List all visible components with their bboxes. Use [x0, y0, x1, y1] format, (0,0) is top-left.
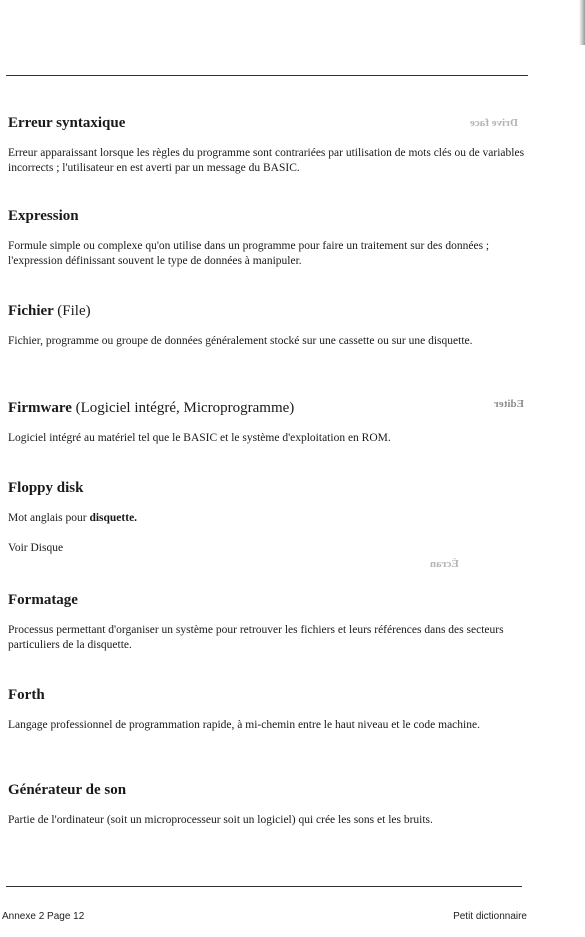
entry-definition: Langage professionnel de programmation rapide, à mi-chemin entre le haut niveau et le code machine.: [8, 719, 480, 731]
entry-translation: (Logiciel intégré, Microprogramme): [75, 400, 295, 416]
glossary-entry: [8, 303, 528, 349]
entry-translation: (File): [57, 303, 91, 319]
entry-term: Erreur syntaxique: [8, 115, 126, 131]
entry-term: Fichier (File): [8, 303, 91, 319]
page-edge-shadow: [579, 0, 585, 45]
entry-term: Floppy disk: [8, 480, 84, 496]
entry-definition: Partie de l'ordinateur (soit un microprocesseur soit un logiciel) qui crée les sons et les bruits.: [8, 814, 433, 826]
entry-definition: Logiciel intégré au matériel tel que le BASIC et le système d'exploitation en ROM.: [8, 432, 391, 444]
glossary-entry: [8, 208, 528, 269]
bottom-rule: [6, 886, 522, 887]
bleed-through-text: Editer: [494, 398, 524, 410]
entry-definition: Mot anglais pour disquette.: [8, 512, 138, 524]
entry-term: Formatage: [8, 592, 78, 608]
glossary-entry: [8, 400, 528, 446]
entry-term: Firmware (Logiciel intégré, Microprogramme): [8, 400, 295, 416]
glossary-entry: [8, 115, 528, 176]
footer-section-title: Petit dictionnaire: [453, 911, 527, 922]
top-rule: [6, 75, 528, 76]
bleed-through-text: Écran: [430, 558, 459, 570]
entry-term: Expression: [8, 208, 79, 224]
entry-term: Forth: [8, 687, 45, 703]
entry-definition: Fichier, programme ou groupe de données généralement stocké sur une cassette ou sur une disquette.: [8, 335, 473, 347]
entry-definition: Erreur apparaissant lorsque les règles du programme sont contrariées par utilisation de mots clés ou de variables incorrects ; l'utilisateur en est averti par un message du BASIC.: [8, 147, 525, 174]
bleed-through-text: Drive face: [470, 117, 518, 129]
glossary-entry: [8, 480, 528, 556]
glossary-entry: [8, 687, 528, 733]
glossary-entry: [8, 782, 528, 828]
entry-term: Générateur de son: [8, 782, 127, 798]
entry-definition: Processus permettant d'organiser un système pour retrouver les fichiers et leurs références dans des secteurs particuliers de la disquette.: [8, 624, 504, 651]
footer-page-number: Annexe 2 Page 12: [2, 911, 85, 922]
entry-see-also: Voir Disque: [8, 542, 64, 554]
entry-definition: Formule simple ou complexe qu'on utilise dans un programme pour faire un traitement sur des données ; l'expression définissant souvent le type de données à manipuler.: [8, 240, 490, 267]
glossary-entry: [8, 592, 528, 653]
